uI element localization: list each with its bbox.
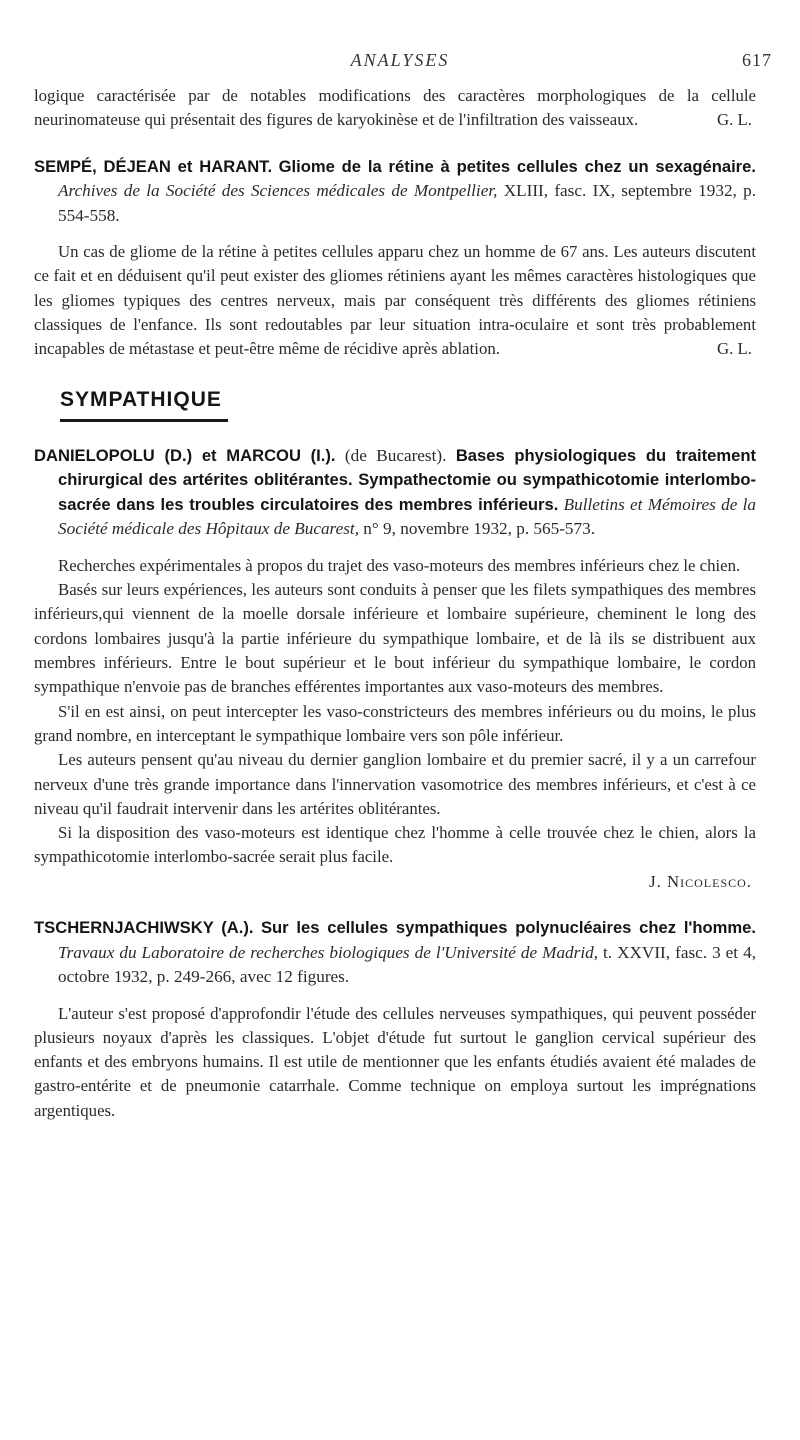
- entry-title: Bases physiologiques du traitement chirurgical des artérites oblitérantes. Sympathectomie ou sympathicotomie interlombo-sacrée dans les troubles circulatoires des membres inférieurs.: [58, 445, 757, 514]
- entry-body: Un cas de gliome de la rétine à petites cellules apparu chez un homme de 67 ans. Les auteurs discutent ce fait et en déduisent qu'il peut exister des gliomes rétiniens ayant les mêmes caractères histologiques que les gliomes typiques des centres nerveux, mais par conséquent très différents des gliomes rétiniens classiques de l'enfance. Ils sont redoutables par leur situation intra-oculaire et sont très probablement incapables de métastase et peut-être même de récidive après ablation. G. L.: [34, 240, 756, 361]
- entry-signature: G. L.: [717, 339, 752, 359]
- entry-paragraph: S'il en est ainsi, on peut intercepter les vaso-constricteurs des membres inférieurs ou du moins, le plus grand nombre, en interceptant le sympathique lombaire vers son pôle inférieur.: [34, 701, 756, 745]
- entry-citation: n° 9, novembre 1932, p. 565-573.: [363, 519, 596, 539]
- entry-citation: XLIII, fasc. IX, septembre 1932, p. 554-558.: [58, 181, 756, 225]
- entry-authors: TSCHERNJACHIWSKY (A.).: [34, 918, 254, 938]
- abstract-entry-danielopolu: [34, 444, 756, 894]
- section-heading-block: [34, 362, 756, 422]
- entry-title: Gliome de la rétine à petites cellules chez un sexagénaire.: [278, 156, 756, 176]
- entry-title: Sur les cellules sympathiques polynucléaires chez l'homme.: [260, 918, 757, 938]
- entry-paragraph: Si la disposition des vaso-moteurs est identique chez l'homme à celle trouvée chez le chien, alors la sympathicotomie interlombo-sacrée serait plus facile.: [34, 823, 756, 867]
- running-head: [0, 50, 800, 74]
- previous-entry: [34, 84, 756, 133]
- entry-heading: [34, 444, 756, 542]
- entry-source: Travaux du Laboratoire de recherches biologiques de l'Université de Madrid,: [58, 942, 598, 962]
- entry-body: L'auteur s'est proposé d'approfondir l'étude des cellules nerveuses sympathiques, qui peuvent posséder plusieurs noyaux d'après les classiques. L'objet d'étude fut surtout le ganglion cervical supérieur des enfants et des embryons humains. Il est utile de mentionner que les enfants étudiés avaient été malades de gastro-entérite et de pneumonie catarrhale. Comme technique on employa surtout les imprégnations argentiques.: [34, 1003, 756, 1120]
- entry-signature: J. Nicolesco.: [649, 871, 752, 891]
- entry-paragraph: Les auteurs pensent qu'au niveau du dernier ganglion lombaire et du premier sacré, il y a un carrefour nerveux d'une très grande importance dans l'innervation vasomotrice des membres inférieurs, et c'est à ce niveau qu'il faudrait intervenir dans les artérites oblitérantes.: [34, 750, 756, 818]
- entry-paragraph: Basés sur leurs expériences, les auteurs sont conduits à penser que les filets sympathiques des membres inférieurs,qui viennent de la moelle dorsale inférieure et lombaire supérieure, cheminent le long des cordons lombaires jusqu'à la partie inférieure du sympathique lombaire, et de là ils se distribuent aux membres inférieurs. Entre le bout supérieur et le bout inférieur du sympathique lombaire, le cordon sympathique n'envoie pas de branches efférentes importantes aux vaso-moteurs des membres.: [34, 580, 756, 697]
- entry-affiliation: (de Bucarest).: [344, 445, 447, 465]
- abstract-entry-sempe: [34, 155, 756, 362]
- entry-authors: SEMPÉ, DÉJEAN et HARANT.: [34, 156, 273, 176]
- entry-signature: G. L.: [717, 110, 752, 130]
- continuation-text: logique caractérisée par de notables modifications des caractères morphologiques de la cellule neurinomateuse qui présentait des figures de karyokinèse et de l'infiltration des vaisseaux. G. L.: [34, 84, 756, 133]
- running-title: ANALYSES: [350, 50, 450, 70]
- entry-authors: DANIELOPOLU (D.) et MARCOU (I.).: [34, 445, 336, 465]
- page-content: [34, 84, 756, 1123]
- entry-source: Archives de la Société des Sciences médicales de Montpellier,: [58, 181, 498, 201]
- abstract-entry-tschernjachiwsky: [34, 916, 756, 1123]
- entry-paragraph: Recherches expérimentales à propos du trajet des vaso-moteurs des membres inférieurs chez le chien.: [58, 555, 741, 575]
- section-heading: SYMPATHIQUE: [60, 387, 222, 411]
- entry-citation: t. XXVII, fasc. 3 et 4, octobre 1932, p. 249-266, avec 12 figures.: [58, 942, 756, 987]
- entry-source: Bulletins et Mémoires de la Société médicale des Hôpitaux de Bucarest,: [58, 494, 756, 539]
- page-number: 617: [742, 50, 772, 70]
- entry-heading: [34, 155, 756, 229]
- entry-heading: [34, 916, 756, 990]
